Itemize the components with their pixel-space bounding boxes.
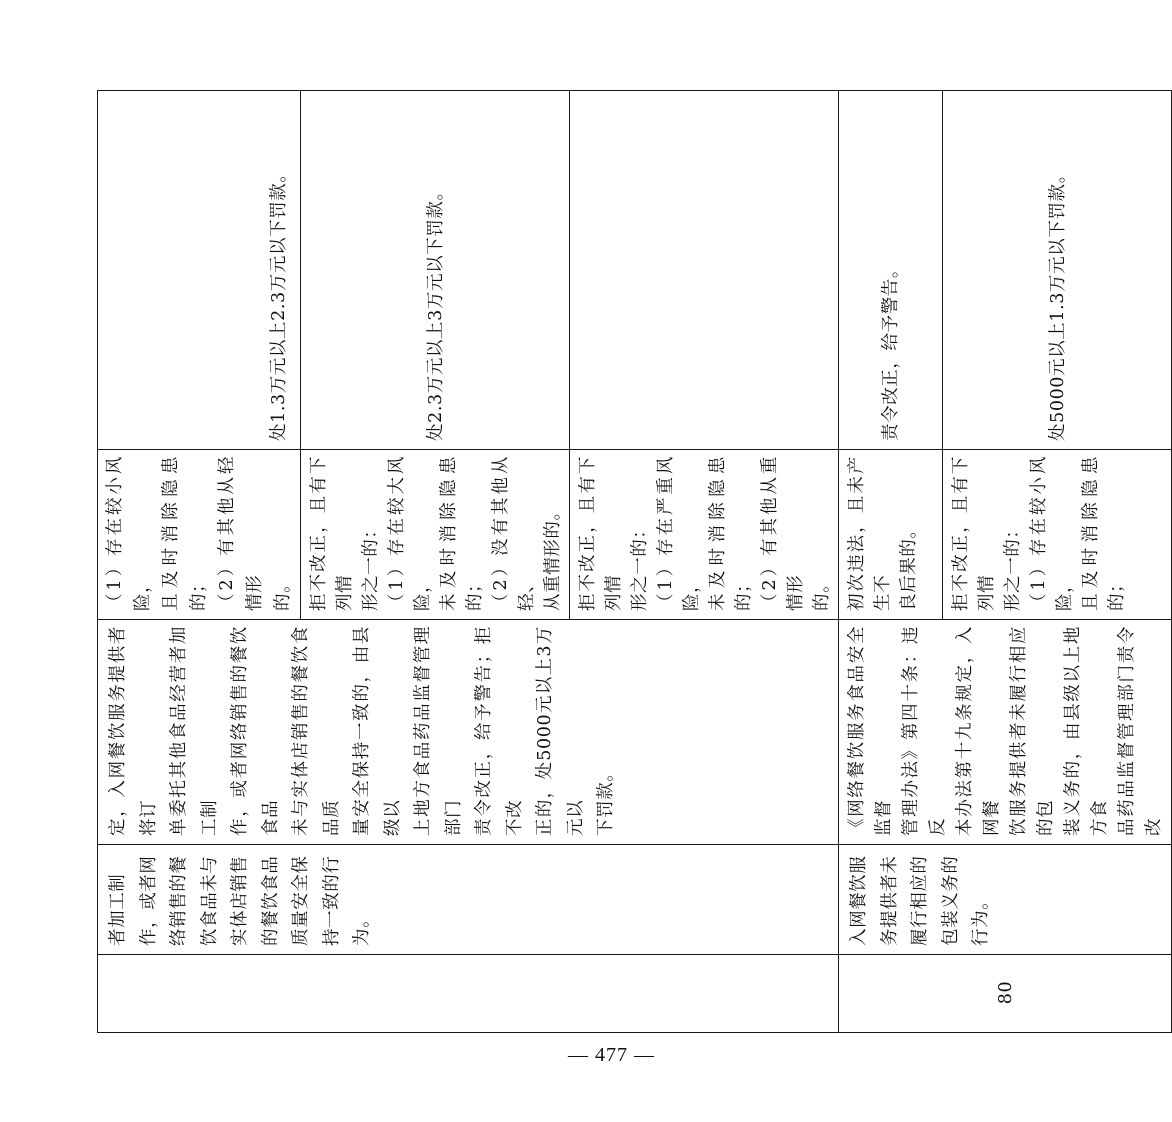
illegal-act-cell: 者加工制 作，或者网 络销售的餐 饮食品未与 实体店销售 的餐饮食品 质量安全保 持一致的行 为。 (98, 845, 839, 955)
penalty-standard-table (97, 90, 1172, 1033)
circumstance-cell: 初次违法，且未产生不 良后果的。 (839, 450, 943, 620)
circumstance-cell: 拒不改正，且有下列情 形之一的： （1）存在较小风险， 且及时消除隐患的； (943, 450, 1172, 620)
row-number-cell (98, 955, 839, 1033)
table-row (98, 91, 301, 1033)
penalty-standard-cell (570, 91, 839, 450)
circumstance-cell: （1）存在较小风险， 且及时消除隐患的； （2）有其他从轻情形 的。 (98, 450, 301, 620)
rotated-table-stage (97, 90, 1164, 1033)
penalty-standard-cell: 处5000元以上1.3万元以下罚款。 (943, 91, 1172, 450)
legal-basis-cell: 《网络餐饮服务食品安全监督 管理办法》第四十条：违反 本办法第十九条规定，入网餐 饮服务提供者未履行相应的包 装义务的，由县级以上地方食 品药品监督管理部门责令改 (839, 620, 1172, 845)
row-number-cell: 80 (839, 955, 1172, 1033)
penalty-standard-cell: 处1.3万元以上2.3万元以下罚款。 (98, 91, 301, 450)
table-row (839, 91, 943, 1033)
penalty-standard-cell: 处2.3万元以上3万元以下罚款。 (301, 91, 570, 450)
circumstance-cell: 拒不改正，且有下列情 形之一的： （1）存在较大风险， 未及时消除隐患的； （2）没有其他从轻、 从重情形的。 (301, 450, 570, 620)
legal-basis-cell: 定，入网餐饮服务提供者将订 单委托其他食品经营者加工制 作，或者网络销售的餐饮食品 未与实体店销售的餐饮食品质 量安全保持一致的，由县级以 上地方食品药品监督管理部门 责令改正，给予警告；拒不改 正的，处5000元以上3万元以 下罚款。 (98, 620, 839, 845)
page-number: — 477 — (568, 1044, 655, 1066)
illegal-act-cell: 入网餐饮服 务提供者未 履行相应的 包装义务的 行为。 (839, 845, 1172, 955)
circumstance-cell: 拒不改正，且有下列情 形之一的： （1）存在严重风险， 未及时消除隐患的； （2）有其他从重情形 的。 (570, 450, 839, 620)
penalty-standard-cell: 责令改正，给予警告。 (839, 91, 943, 450)
